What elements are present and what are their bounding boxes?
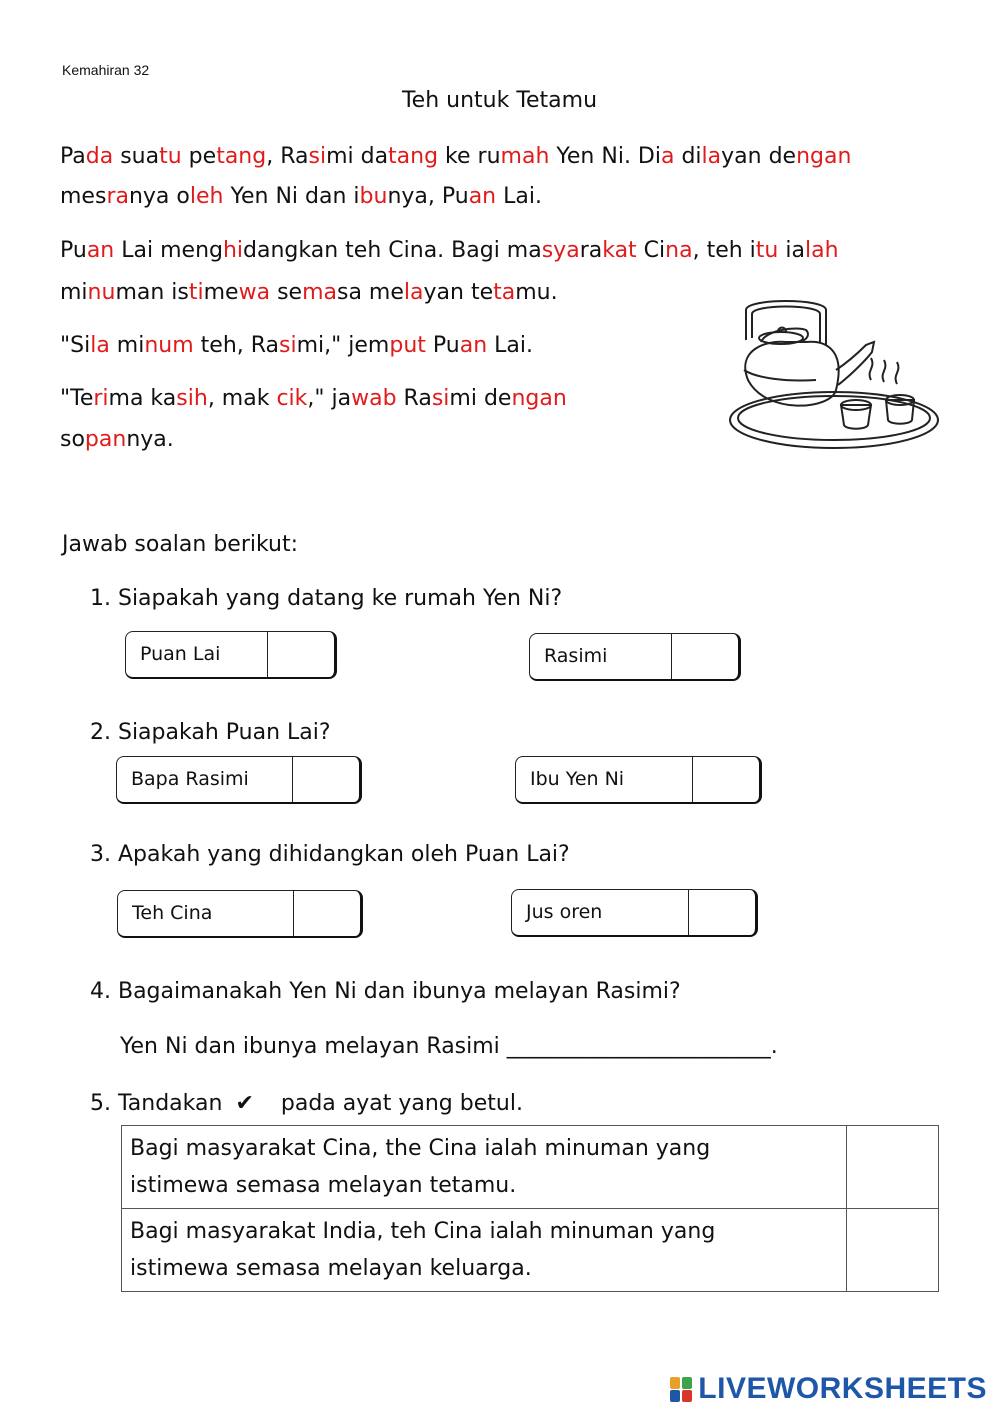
statement-line: istimewa semasa melayan keluarga. bbox=[130, 1256, 532, 1281]
text-segment: mi," jem bbox=[296, 333, 390, 358]
text-segment: Pa bbox=[60, 144, 86, 169]
highlighted-syllable: la bbox=[701, 144, 722, 169]
answer-box[interactable] bbox=[292, 757, 359, 802]
highlighted-syllable: num bbox=[144, 333, 194, 358]
highlighted-syllable: na bbox=[665, 238, 693, 263]
text-segment: Ra bbox=[396, 386, 432, 411]
text-segment: so bbox=[60, 427, 85, 452]
table-row bbox=[122, 1126, 939, 1209]
highlighted-syllable: nu bbox=[87, 280, 116, 305]
answer-box[interactable] bbox=[688, 890, 755, 935]
text-segment: di bbox=[674, 144, 702, 169]
highlighted-syllable: kat bbox=[602, 238, 637, 263]
table-row bbox=[122, 1209, 939, 1292]
option-label: Teh Cina bbox=[132, 902, 213, 924]
option-label: Bapa Rasimi bbox=[131, 768, 249, 790]
text-segment: yan te bbox=[423, 280, 494, 305]
text-segment: ," ja bbox=[307, 386, 352, 411]
highlighted-syllable: tu bbox=[159, 144, 182, 169]
answer-box[interactable] bbox=[692, 757, 759, 802]
text-segment: pe bbox=[181, 144, 217, 169]
question-3: 3. Apakah yang dihidangkan oleh Puan Lai? bbox=[90, 842, 570, 867]
story-line bbox=[60, 176, 542, 217]
highlighted-syllable: tang bbox=[216, 144, 267, 169]
highlighted-syllable: a bbox=[660, 144, 675, 169]
highlighted-syllable: bu bbox=[359, 184, 388, 209]
highlighted-syllable: an bbox=[459, 333, 488, 358]
tick-table bbox=[121, 1125, 939, 1292]
question-5 bbox=[90, 1091, 523, 1116]
highlighted-syllable: ta bbox=[493, 280, 516, 305]
story-line bbox=[60, 325, 533, 366]
text-segment: Yen Ni. Di bbox=[549, 144, 661, 169]
text-segment: Lai. bbox=[496, 184, 542, 209]
text-segment: me bbox=[203, 280, 239, 305]
option-label: Rasimi bbox=[544, 645, 608, 667]
text-segment: ia bbox=[778, 238, 805, 263]
highlighted-syllable: ngan bbox=[511, 386, 567, 411]
highlighted-syllable: leh bbox=[189, 184, 224, 209]
question-1: 1. Siapakah yang datang ke rumah Yen Ni? bbox=[90, 586, 563, 611]
q5-text-after: pada ayat yang betul. bbox=[280, 1091, 523, 1116]
text-segment: sa me bbox=[337, 280, 404, 305]
skill-label: Kemahiran 32 bbox=[62, 62, 150, 78]
text-segment: dangkan teh Cina. Bagi ma bbox=[243, 238, 542, 263]
text-segment: , mak bbox=[207, 386, 277, 411]
highlighted-syllable: da bbox=[85, 144, 114, 169]
statement-line: Bagi masyarakat India, teh Cina ialah minuman yang bbox=[130, 1219, 716, 1244]
text-segment: mu. bbox=[515, 280, 558, 305]
highlighted-syllable: wa bbox=[238, 280, 271, 305]
q4-answer-line[interactable]: Yen Ni dan ibunya melayan Rasimi ________________________. bbox=[120, 1034, 778, 1059]
statement-line: istimewa semasa melayan tetamu. bbox=[130, 1173, 517, 1198]
text-segment: se bbox=[270, 280, 303, 305]
highlighted-syllable: la bbox=[90, 333, 110, 358]
highlighted-syllable: lah bbox=[804, 238, 839, 263]
highlighted-syllable: put bbox=[389, 333, 426, 358]
highlighted-syllable: wab bbox=[351, 386, 397, 411]
option-label: Puan Lai bbox=[140, 643, 221, 665]
story-line bbox=[60, 272, 558, 313]
text-segment: "Te bbox=[60, 386, 94, 411]
liveworksheets-logo bbox=[670, 1372, 987, 1406]
text-segment: , teh i bbox=[692, 238, 756, 263]
question-4: 4. Bagaimanakah Yen Ni dan ibunya melayan Rasimi? bbox=[90, 979, 681, 1004]
teapot-illustration bbox=[726, 290, 946, 455]
text-segment: Yen Ni dan i bbox=[223, 184, 360, 209]
highlighted-syllable: mah bbox=[500, 144, 550, 169]
text-segment: mi da bbox=[326, 144, 389, 169]
text-segment: Lai meng bbox=[114, 238, 223, 263]
text-segment: yan de bbox=[721, 144, 797, 169]
text-segment: mi de bbox=[449, 386, 512, 411]
statement-cell bbox=[122, 1126, 847, 1209]
highlighted-syllable: sih bbox=[176, 386, 208, 411]
text-segment: mi bbox=[60, 280, 88, 305]
highlighted-syllable: si bbox=[431, 386, 450, 411]
highlighted-syllable: ti bbox=[188, 280, 204, 305]
highlighted-syllable: ma bbox=[302, 280, 337, 305]
answer-box[interactable] bbox=[671, 634, 738, 679]
text-segment: "Si bbox=[60, 333, 91, 358]
text-segment: mi bbox=[109, 333, 145, 358]
story-line bbox=[60, 136, 851, 177]
highlighted-syllable: hi bbox=[222, 238, 244, 263]
option-label: Ibu Yen Ni bbox=[530, 768, 625, 790]
text-segment: , Ra bbox=[266, 144, 309, 169]
question-2: 2. Siapakah Puan Lai? bbox=[90, 720, 331, 745]
q3-option-jus-oren[interactable] bbox=[511, 889, 758, 937]
text-segment: Lai. bbox=[487, 333, 534, 358]
highlighted-syllable: sya bbox=[541, 238, 580, 263]
q1-option-rasimi[interactable] bbox=[529, 633, 741, 681]
page-title: Teh untuk Tetamu bbox=[401, 88, 598, 113]
text-segment: sua bbox=[113, 144, 160, 169]
instruction: Jawab soalan berikut: bbox=[62, 532, 299, 557]
text-segment: ma ka bbox=[108, 386, 177, 411]
check-icon: ✔ bbox=[235, 1091, 254, 1116]
text-segment: Pu bbox=[60, 238, 87, 263]
q2-option-ibu-yen-ni[interactable] bbox=[515, 756, 762, 804]
text-segment: nya. bbox=[126, 427, 174, 452]
text-segment: Ci bbox=[636, 238, 666, 263]
q2-option-bapa-rasimi[interactable] bbox=[116, 756, 362, 804]
highlighted-syllable: ngan bbox=[796, 144, 852, 169]
text-segment: ke ru bbox=[438, 144, 501, 169]
q1-option-puan-lai[interactable] bbox=[125, 631, 337, 679]
highlighted-syllable: cik bbox=[276, 386, 308, 411]
story-line bbox=[60, 378, 567, 419]
highlighted-syllable: si bbox=[308, 144, 327, 169]
q5-text-before: 5. Tandakan bbox=[90, 1091, 223, 1116]
text-segment: mes bbox=[60, 184, 107, 209]
text-segment: Pu bbox=[425, 333, 460, 358]
statement-cell bbox=[122, 1209, 847, 1292]
highlighted-syllable: tu bbox=[755, 238, 779, 263]
text-segment: nya, Pu bbox=[387, 184, 469, 209]
highlighted-syllable: an bbox=[86, 238, 115, 263]
answer-box[interactable] bbox=[293, 891, 360, 936]
highlighted-syllable: an bbox=[468, 184, 497, 209]
tick-box[interactable] bbox=[847, 1126, 939, 1209]
highlighted-syllable: pan bbox=[84, 427, 127, 452]
text-segment: teh, Ra bbox=[193, 333, 280, 358]
highlighted-syllable: la bbox=[403, 280, 424, 305]
highlighted-syllable: ri bbox=[93, 386, 109, 411]
logo-text: LIVEWORKSHEETS bbox=[698, 1372, 987, 1405]
highlighted-syllable: tang bbox=[388, 144, 439, 169]
text-segment: nya o bbox=[128, 184, 190, 209]
text-segment: ra bbox=[579, 238, 603, 263]
q3-option-teh-cina[interactable] bbox=[117, 890, 363, 938]
text-segment: man is bbox=[115, 280, 189, 305]
statement-line: Bagi masyarakat Cina, the Cina ialah minuman yang bbox=[130, 1136, 711, 1161]
highlighted-syllable: si bbox=[279, 333, 297, 358]
logo-mark-icon bbox=[670, 1375, 694, 1403]
story-line bbox=[60, 230, 839, 271]
highlighted-syllable: ra bbox=[106, 184, 129, 209]
option-label: Jus oren bbox=[526, 901, 603, 923]
story-line bbox=[60, 419, 174, 460]
answer-box[interactable] bbox=[267, 632, 334, 677]
tick-box[interactable] bbox=[847, 1209, 939, 1292]
